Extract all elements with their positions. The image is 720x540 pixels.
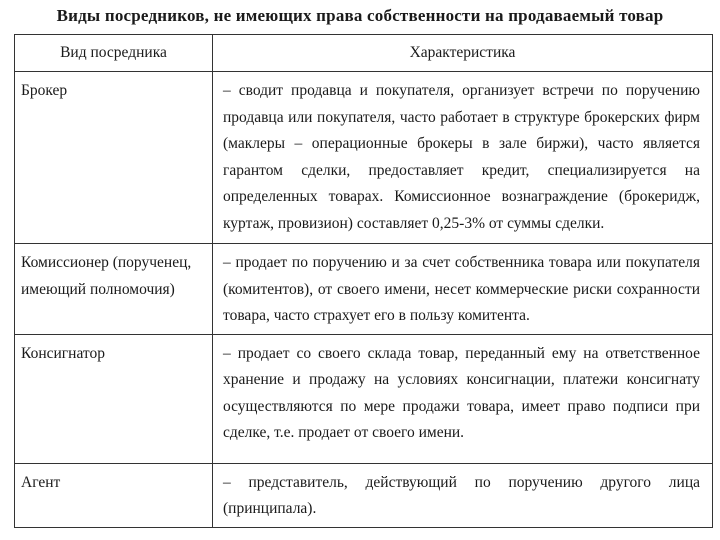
table-row xyxy=(15,72,713,244)
intermediary-type-cell: Брокер xyxy=(15,72,213,244)
intermediary-description-cell: – продает по поручению и за счет собственника товара или покупателя (комитентов), от своего имени, несет коммерческие риски сохранности товара, часто страхует его в пользу комитента. xyxy=(213,244,713,335)
intermediary-description-cell: – представитель, действующий по поручению другого лица (принципала). xyxy=(213,463,713,527)
page-title: Виды посредников, не имеющих права собственности на продаваемый товар xyxy=(56,6,664,25)
column-header-description: Характеристика xyxy=(213,35,713,72)
table-header-row xyxy=(15,35,713,72)
intermediary-description-cell: – сводит продавца и покупателя, организует встречи по поручению продавца или покупателя, часто работает в структуре брокерских фирм (маклеры – операционные брокеры в зале биржи), часто является гарантом сделки, предоставляет кредит, специализируется на определенных товарах. Комиссионное вознаграждение (брокеридж, куртаж, провизион) составляет 0,25-3% от суммы сделки. xyxy=(213,72,713,244)
intermediary-type-cell: Консигнатор xyxy=(15,334,213,463)
table-row xyxy=(15,334,713,463)
intermediary-type-cell: Агент xyxy=(15,463,213,527)
intermediaries-table xyxy=(14,34,713,528)
intermediary-type-cell: Комиссионер (порученец, имеющий полномочия) xyxy=(15,244,213,335)
table-row xyxy=(15,244,713,335)
column-header-type: Вид посредника xyxy=(15,35,213,72)
intermediary-description-cell: – продает со своего склада товар, переданный ему на ответственное хранение и продажу на условиях консигнации, платежи консигнату осуществляются по мере продажи товара, имеет право подписи при сделке, т.е. продает от своего имени. xyxy=(213,334,713,463)
table-row xyxy=(15,463,713,527)
